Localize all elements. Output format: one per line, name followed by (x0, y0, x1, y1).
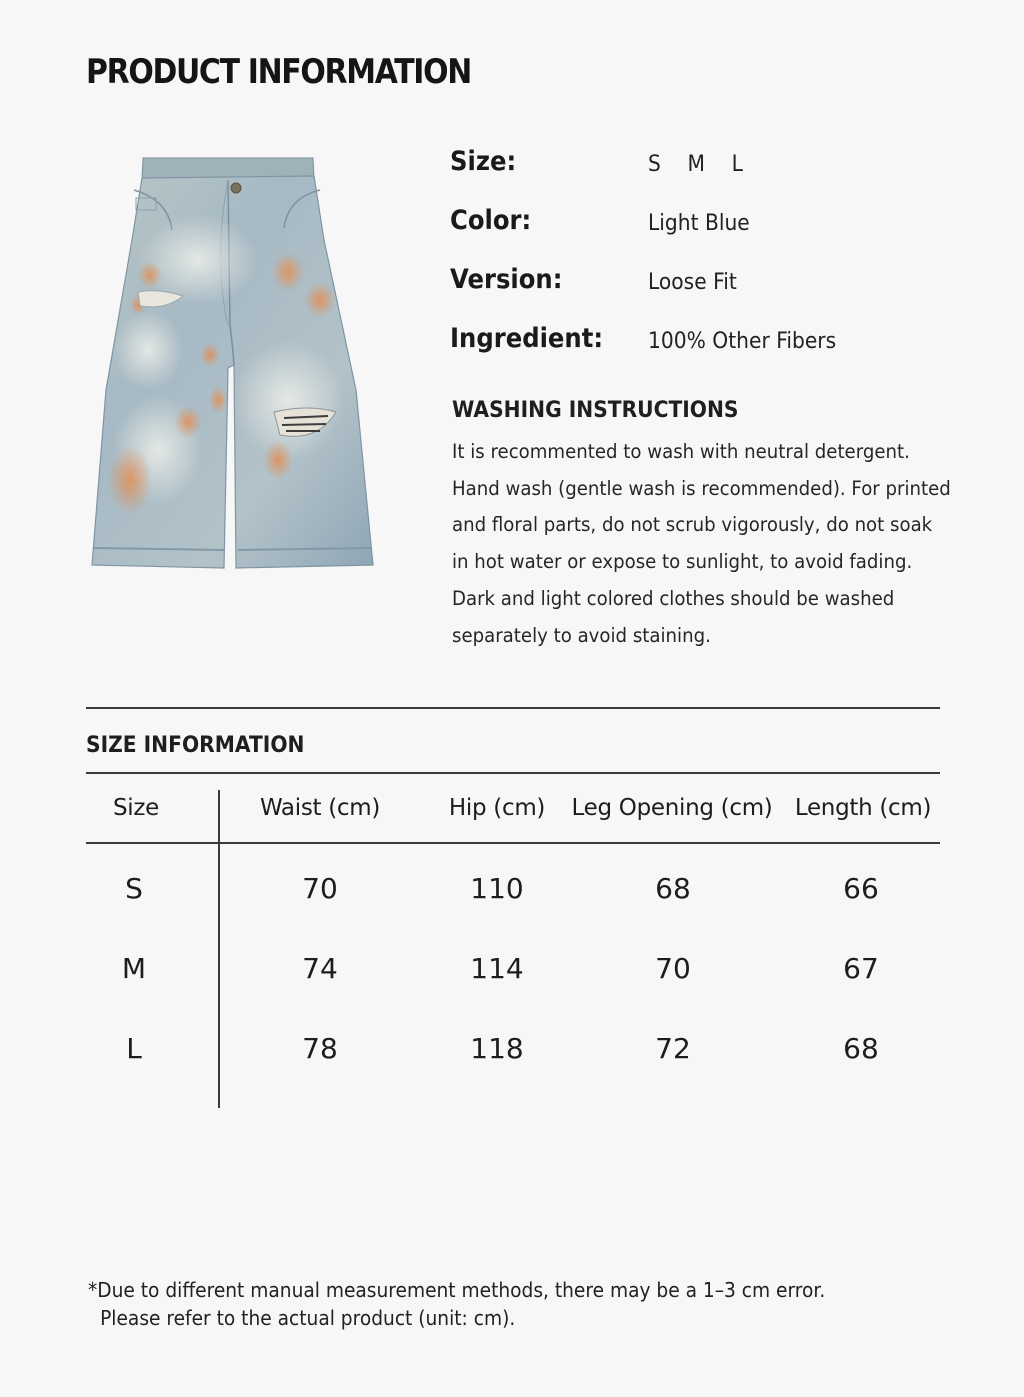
table-cell: 74 (302, 952, 338, 985)
page-title: PRODUCT INFORMATION (86, 52, 471, 92)
table-top-rule (86, 772, 940, 774)
spec-value: Light Blue (648, 211, 750, 236)
measurement-note (88, 1276, 825, 1332)
header-waist: Waist (cm) (259, 795, 381, 821)
spec-label: Version: (450, 264, 563, 295)
table-cell: 78 (302, 1032, 338, 1065)
washing-line: and floral parts, do not scrub vigorously, do not soak (452, 513, 933, 537)
header-length: Length (cm) (794, 795, 932, 821)
spec-row-version (450, 258, 970, 317)
header-size: Size (112, 795, 160, 821)
table-cell: M (121, 952, 147, 985)
washing-line: Dark and light colored clothes should be washed (452, 586, 895, 610)
washing-line: in hot water or expose to sunlight, to avoid fading. (452, 550, 913, 574)
table-header-rule (86, 842, 940, 844)
washing-line: separately to avoid staining. (452, 623, 711, 647)
table-cell: S (125, 872, 143, 905)
spec-label: Color: (450, 205, 532, 236)
table-cell: 66 (843, 872, 879, 905)
table-column-divider (218, 790, 220, 1108)
header-leg-opening: Leg Opening (cm) (571, 795, 773, 821)
spec-label: Ingredient: (450, 323, 604, 354)
note-line-2: Please refer to the actual product (unit: cm). (100, 1306, 516, 1330)
spec-label: Size: (450, 146, 517, 177)
table-cell: 68 (843, 1032, 879, 1065)
spec-value: S M L (648, 152, 754, 177)
spec-list (450, 140, 970, 376)
table-cell: 70 (302, 872, 338, 905)
spec-value: Loose Fit (648, 270, 737, 295)
table-cell: 68 (655, 872, 691, 905)
washing-line: Hand wash (gentle wash is recommended). For printed (452, 476, 951, 500)
spec-row-size (450, 140, 970, 199)
table-cell: 114 (470, 952, 524, 985)
washing-instructions-title: WASHING INSTRUCTIONS (452, 398, 739, 423)
product-image (88, 150, 380, 580)
header-hip: Hip (cm) (448, 795, 546, 821)
washing-instructions-text (452, 434, 951, 654)
table-cell: 67 (843, 952, 879, 985)
table-cell: 118 (470, 1032, 524, 1065)
washing-line: It is recommented to wash with neutral detergent. (452, 440, 910, 463)
table-cell: 70 (655, 952, 691, 985)
table-cell: 110 (470, 872, 524, 905)
spec-value: 100% Other Fibers (648, 329, 837, 354)
spec-row-ingredient (450, 317, 970, 376)
table-cell: L (126, 1032, 142, 1065)
size-information-title: SIZE INFORMATION (86, 733, 305, 758)
section-divider (86, 707, 940, 709)
table-cell: 72 (655, 1032, 691, 1065)
spec-row-color (450, 199, 970, 258)
note-line-1: *Due to different manual measurement methods, there may be a 1–3 cm error. (88, 1278, 826, 1302)
